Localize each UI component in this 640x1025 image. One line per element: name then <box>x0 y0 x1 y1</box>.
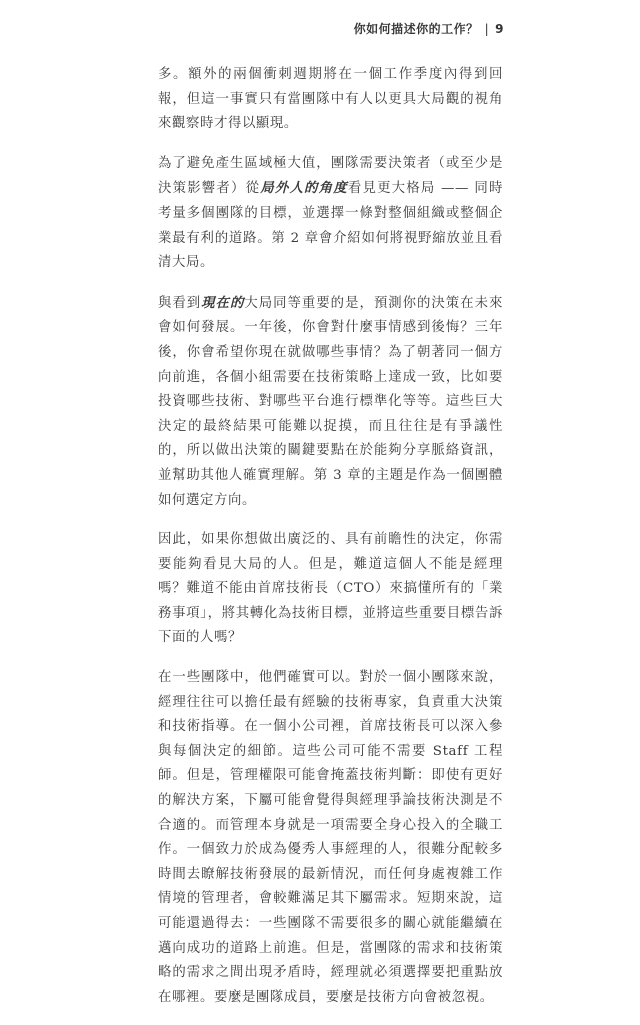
page-number: 9 <box>495 22 504 36</box>
chapter-title: 你如何描述你的工作？ <box>353 22 479 36</box>
paragraph-5: 在一些團隊中，他們確實可以。對於一個小團隊來說，經理往往可以擔任最有經驗的技術專家，負責重大決策和技術指導。在一個小公司裡，首席技術長可以深入參與每個決定的細節。這些公司可能不需要 Staff 工程師。但是，管理權限可能會掩蓋技術判斷：即使有更好的解決方案，下屬可能會覺得與經理爭論技術決測是不合適的。而管理本身就是一項需要全身心投入的全職工作。一個致力於成為優秀人事經理的人，很難分配較多時間去瞭解技術發展的最新情況，而任何身處複雜工作情境的管理者，會較難滿足其下屬需求。短期來說，這可能還過得去：一些團隊不需要很多的關心就能繼續在邁向成功的道路上前進。但是，當團隊的需求和技術策略的需求之間出現矛盾時，經理就必須選擇要把重點放在哪裡。要麼是團隊成員，要麼是技術方向會被忽視。 <box>158 670 503 1005</box>
header-separator: | <box>484 22 490 36</box>
emphasis-text: 局外人的角度 <box>260 180 348 197</box>
paragraph-text: 大局同等重要的是，預測你的決策在未來會如何發展。一年後，你會對什麼事情感到後悔？三年後，你會希望你現在就做哪些事情？為了朝著同一個方向前進，各個小組需要在技術策略上達成一致，比如要投資哪些技術、對哪些平台進行標準化等等。這些巨大決定的最終結果可能難以捉摸，而且往往是有爭議性的，所以做出決策的關鍵要點在於能夠分享脈絡資訊，並幫助其他人確實理解。第 3 章的主題是作為一個團體如何選定方向。 <box>158 295 503 508</box>
paragraph-text: 為了避免產生區域極大值，團隊需要決策者（或至少是決策影響者）從 <box>158 155 503 197</box>
paragraph-1: 多。額外的兩個衝刺週期將在一個工作季度內得到回報，但這一事實只有當團隊中有人以更具大局觀的視角來觀察時才得以顯現。 <box>158 67 503 132</box>
paragraph-2 <box>158 152 503 276</box>
paragraph-text: 與看到 <box>158 295 202 311</box>
emphasis-text: 現在的 <box>201 294 245 311</box>
page-body <box>158 63 503 1025</box>
running-header <box>354 20 504 37</box>
paragraph-text: 看見更大格局 —— 同時考量多個團隊的目標，並選擇一條對整個組織或整個企業最有利的道路。第 2 章會介紹如何將視野縮放並且看清大局。 <box>158 181 503 271</box>
paragraph-3 <box>158 291 503 513</box>
paragraph-4: 因此，如果你想做出廣泛的、具有前瞻性的決定，你需要能夠看見大局的人。但是，難道這個人不能是經理嗎？難道不能由首席技術長（CTO）來搞懂所有的「業務事項」，將其轉化為技術目標，並將這些重要目標告訴下面的人嗎？ <box>158 532 503 646</box>
